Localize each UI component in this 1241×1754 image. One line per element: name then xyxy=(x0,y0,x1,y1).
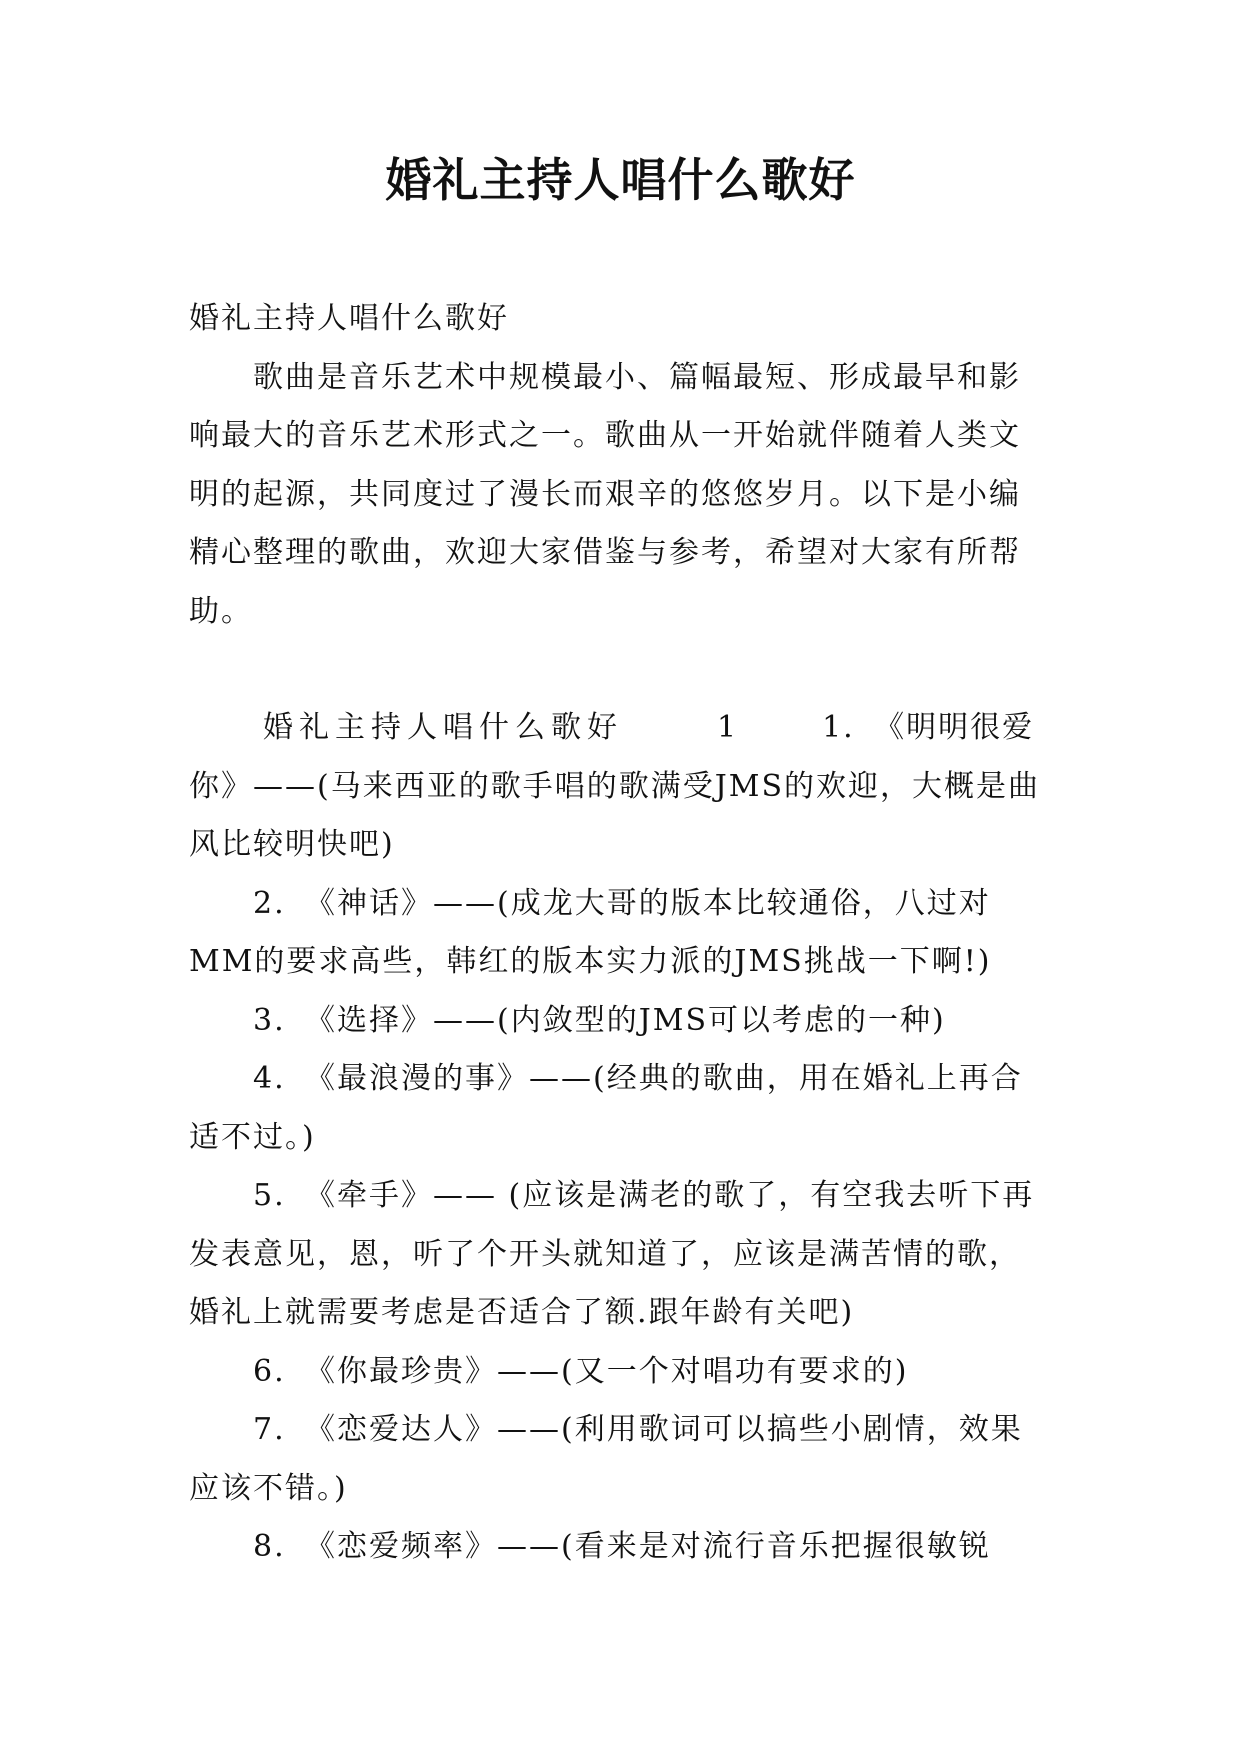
item-text: 《恋爱频率》——(看来是对流行音乐把握很敏锐 xyxy=(305,1529,991,1564)
section-title: 婚礼主持人唱什么歌好 xyxy=(263,710,623,745)
item-number: 6. xyxy=(253,1353,286,1389)
song-item-2 xyxy=(189,875,1049,992)
item-text: 《明明很爱你》——(马来西亚的歌手唱的歌满受JMS的欢迎，大概是曲风比较明快吧) xyxy=(189,710,1040,862)
item-number: 1. xyxy=(822,710,855,745)
item-text: 《最浪漫的事》——(经典的歌曲，用在婚礼上再合适不过。) xyxy=(189,1061,1023,1155)
song-item-7 xyxy=(189,1401,1049,1518)
song-item-3 xyxy=(189,992,1049,1051)
song-item-1 xyxy=(189,699,1049,875)
item-number: 3. xyxy=(253,1002,286,1038)
item-text: 《选择》——(内敛型的JMS可以考虑的一种) xyxy=(305,1002,946,1038)
item-text: 《神话》——(成龙大哥的版本比较通俗，八过对MM的要求高些，韩红的版本实力派的JMS挑战一下啊!) xyxy=(189,885,992,979)
song-item-8 xyxy=(189,1518,1049,1577)
item-text: 《你最珍贵》——(又一个对唱功有要求的) xyxy=(305,1353,909,1389)
document-subtitle: 婚礼主持人唱什么歌好 xyxy=(189,301,509,336)
item-text: 《恋爱达人》——(利用歌词可以搞些小剧情，效果应该不错。) xyxy=(189,1412,1023,1506)
section-number: 1 xyxy=(717,710,739,745)
item-number: 5. xyxy=(253,1178,286,1213)
item-number: 4. xyxy=(253,1061,286,1096)
document-body xyxy=(189,290,1049,1577)
song-item-5 xyxy=(189,1167,1049,1343)
item-number: 8. xyxy=(253,1529,286,1564)
paragraph-spacer xyxy=(189,641,1049,699)
document-title: 婚礼主持人唱什么歌好 xyxy=(385,153,856,207)
item-number: 2. xyxy=(253,885,286,921)
song-item-6 xyxy=(189,1343,1049,1402)
item-number: 7. xyxy=(253,1412,286,1447)
song-item-4 xyxy=(189,1050,1049,1167)
item-text: 《牵手》—— (应该是满老的歌了，有空我去听下再发表意见，恩，听了个开头就知道了，应该是满苦情的歌，婚礼上就需要考虑是否适合了额.跟年龄有关吧) xyxy=(189,1178,1035,1330)
intro-paragraph: 歌曲是音乐艺术中规模最小、篇幅最短、形成最早和影响最大的音乐艺术形式之一。歌曲从一开始就伴随着人类文明的起源，共同度过了漫长而艰辛的悠悠岁月。以下是小编精心整理的歌曲，欢迎大家借鉴与参考，希望对大家有所帮助。 xyxy=(189,359,1021,629)
